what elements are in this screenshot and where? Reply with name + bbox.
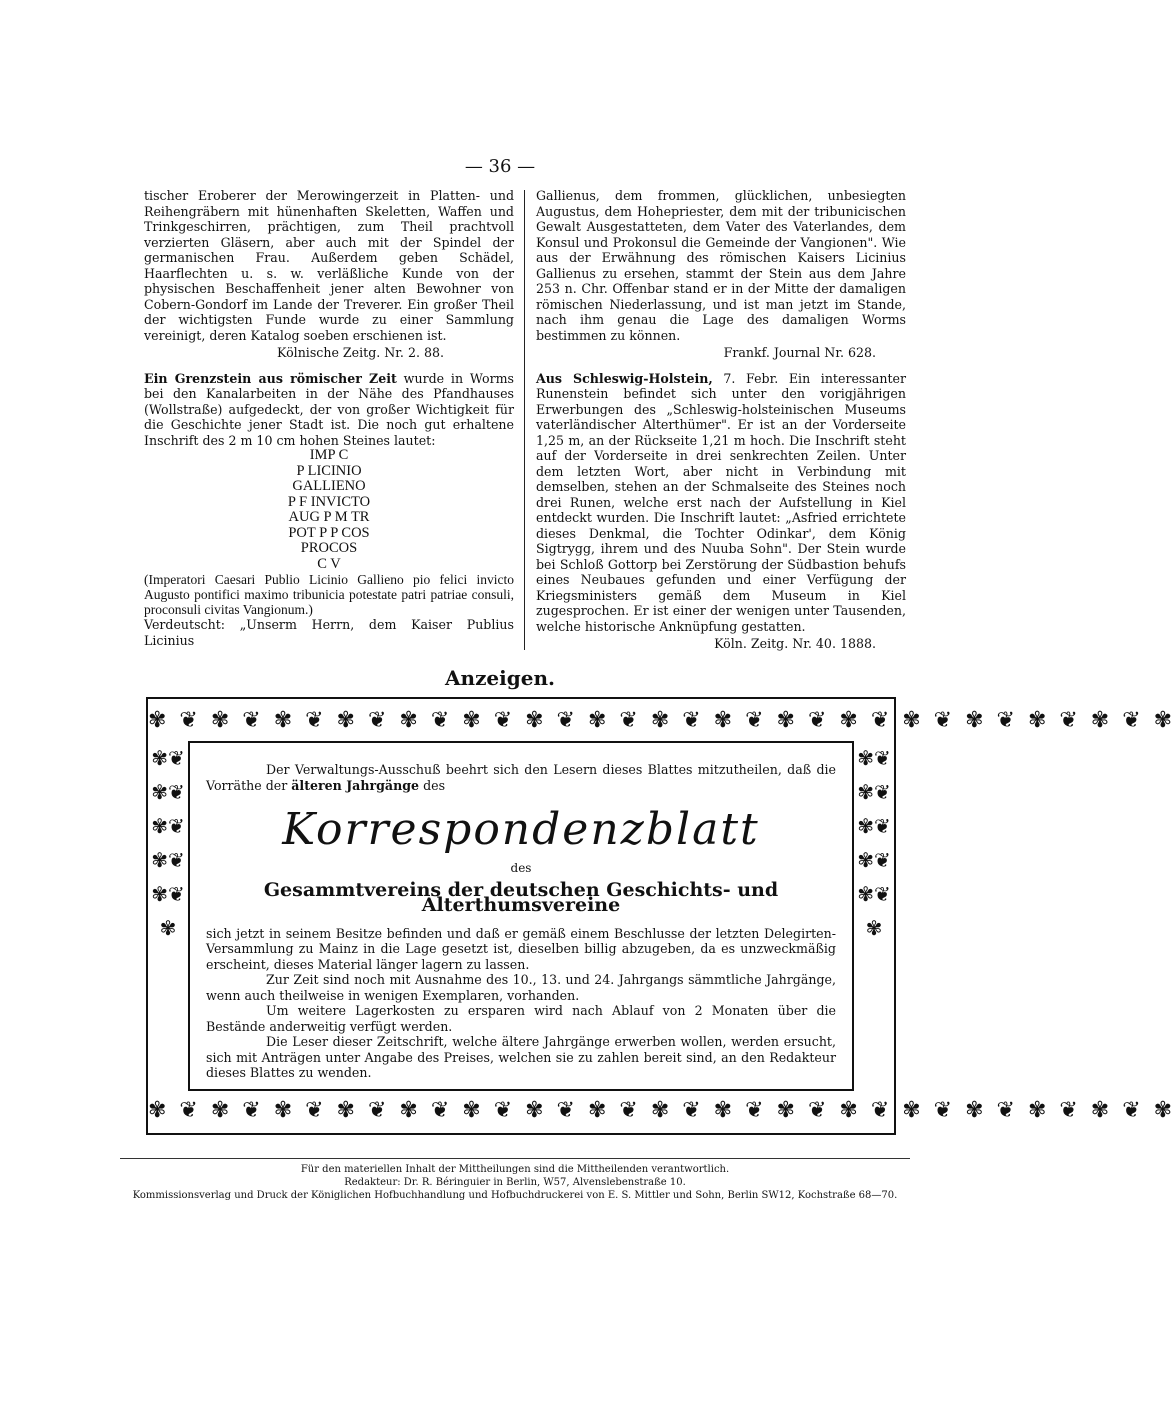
footer-line-1: Für den materiellen Inhalt der Mittheilungen sind die Mittheilenden verantwortlich. [300,1164,730,1175]
inscription-block [144,448,514,572]
inscription-line: POT P P COS [288,524,370,541]
ads-heading: Anzeigen. [445,666,555,690]
left-source-1: Kölnische Zeitg. Nr. 2. 88. [277,345,444,360]
ornament-border-right: ✾❦✾❦✾❦✾❦✾❦✾ [857,746,891,940]
page-number: — 36 — [464,156,536,177]
inscription-line: P F INVICTO [287,493,371,510]
ad-intro-end: des [423,777,446,793]
ornament-border-left: ✾❦✾❦✾❦✾❦✾❦✾ [151,746,185,940]
right-column [536,188,906,652]
right-source-1: Frankf. Journal Nr. 628. [723,345,876,360]
ad-title: Korrespondenzblatt [282,804,760,855]
latin-translation: (Imperatori Caesari Publio Licinio Gallieno pio felici invicto Augusto pontifici maximo tribunicia potestate patri patriae consuli, proconsuli civitas Vangionum.) [144,572,514,617]
ad-intro-bold: älteren Jahrgänge [291,777,420,793]
footer-line-2: Redakteur: Dr. R. Béringuier in Berlin, W57, Alvenslebenstraße 10. [344,1177,686,1188]
left-paragraph-1: tischer Eroberer der Merowingerzeit in Platten- und Reihengräbern mit hünenhaften Skeletten, Waffen und Trinkgeschirren, prächtigen, zum Theil prachtvoll verzierten Gläsern, aber auch mit der Spindel der germanischen Frau. Außerdem geben Schädel, Haarflechten u. s. w. verläßliche Kunde von der physischen Beschaffenheit jener alten Bewohner von Cobern-Gondorf im Lande der Treverer. Ein großer Theil der wichtigsten Funde wurde zu einer Sammlung vereinigt, deren Katalog soeben erschienen ist. [144,188,514,343]
inscription-line: C V [317,555,341,572]
ad-des: des [510,861,532,875]
ornament-border-top: ✾ ❦ ✾ ❦ ✾ ❦ ✾ ❦ ✾ ❦ ✾ ❦ ✾ ❦ ✾ ❦ ✾ ❦ ✾ ❦ ✾ ❦ ✾ ❦ ✾ ❦ ✾ ❦ ✾ ❦ ✾ ❦ ✾ [148,708,1175,733]
ad-intro [206,762,836,793]
ad-paragraph-1: sich jetzt in seinem Besitze befinden und daß er gemäß einem Beschlusse der letzten Delegirten-Versammlung zu Mainz in die Lage gesetzt ist, dieselben billig abzugeben, da es unzweckmäßig erscheint, dieses Material länger lagern zu lassen. [206,925,836,972]
article-heading-schleswig: Aus Schleswig-Holstein, [536,370,713,386]
right-paragraph-2 [536,371,906,635]
left-column [144,188,514,648]
ornament-border-bottom: ✾ ❦ ✾ ❦ ✾ ❦ ✾ ❦ ✾ ❦ ✾ ❦ ✾ ❦ ✾ ❦ ✾ ❦ ✾ ❦ ✾ ❦ ✾ ❦ ✾ ❦ ✾ ❦ ✾ ❦ ✾ ❦ ✾ [148,1098,1175,1123]
ad-paragraph-4: Die Leser dieser Zeitschrift, welche ältere Jahrgänge erwerben wollen, werden ersucht, sich mit Anträgen unter Angabe des Preises, welchen sie zu zahlen bereit sind, an den Redakteur dieses Blattes zu wenden. [206,1034,836,1080]
ad-paragraph-2: Zur Zeit sind noch mit Ausnahme des 10., 13. und 24. Jahrgangs sämmtliche Jahrgänge, wenn auch theilweise in wenigen Exemplaren, vorhanden. [206,972,836,1003]
article-body-schleswig: Ein interessanter Runenstein befindet sich unter den vorigjährigen Erwerbungen des „Schleswig-holsteinischen Museums vaterländischer Alterthümer". Er ist an der Vorderseite 1,25 m, an der Rückseite 1,21 m hoch. Die Inschrift steht auf der Vorderseite in drei senkrechten Zeilen. Unter dem letzten Wort, aber nicht in Verbindung mit demselben, stehen an der Schmalseite des Steines noch drei Runen, welche erst nach der Aufstellung in Kiel entdeckt wurden. Die Inschrift lautet: „Asfried errichtete dieses Denkmal, die Tochter Odinkar', dem König Sigtrygg, ihrem und des Nuuba Sohn". Der Stein wurde bei Schloß Gottorp bei Zerstörung der Südbastion behufs eines Neubaues gefunden und einer Verfügung der Kriegsministers gemäß dem Museum in Kiel zugesprochen. Er ist einer der wenigen unter Tausenden, welche historische Anknüpfung gestatten. [536,370,906,634]
article-body-grenzstein: wurde in Worms bei den Kanalarbeiten in der Nähe des Pfandhauses (Wollstraße) aufgedeckt, der von großer Wichtigkeit für die Geschichte jener Stadt ist. Die noch gut erhaltene Inschrift des 2 m 10 cm hohen Steines lautet: [144,370,514,448]
ad-organization: Gesammtvereins der deutschen Geschichts- und Alterthumsvereine [263,878,779,916]
right-source-2: Köln. Zeitg. Nr. 40. 1888. [714,636,876,651]
verdeutscht-line: Verdeutscht: „Unserm Herrn, dem Kaiser Publius Licinius [144,617,514,648]
inscription-line: P LICINIO [296,462,362,479]
ad-paragraph-3: Um weitere Lagerkosten zu ersparen wird nach Ablauf von 2 Monaten über die Bestände anderweitig verfügt werden. [206,1003,836,1034]
ad-intro-text: Der Verwaltungs-Ausschuß beehrt sich den Lesern dieses Blattes mitzutheilen, daß die Vorräthe der [206,762,836,793]
right-paragraph-1: Gallienus, dem frommen, glücklichen, unbesiegten Augustus, dem Hohepriester, dem mit der tribunicischen Gewalt Ausgestatteten, dem Vater des Vaterlandes, dem Konsul und Prokonsul die Gemeinde der Vangionen". Wie aus der Erwähnung des römischen Kaisers Licinius Gallienus zu ersehen, stammt der Stein aus dem Jahre 253 n. Chr. Offenbar stand er in der Mitte der damaligen römischen Niederlassung, und ist man jetzt im Stande, nach ihm genau die Lage des damaligen Worms bestimmen zu können. [536,188,906,343]
advertisement-text [206,762,836,1081]
article-date: 7. Febr. [712,370,779,386]
article-heading-grenzstein: Ein Grenzstein aus römischer Zeit [144,370,397,386]
inscription-line: PROCOS [300,540,358,556]
left-paragraph-2 [144,371,514,449]
page-footer [120,1158,910,1202]
inscription-line: AUG P M TR [288,509,370,525]
footer-line-3: Kommissionsverlag und Druck der Königlichen Hofbuchhandlung und Hofbuchdruckerei von E. S. Mittler und Sohn, Berlin SW12, Kochstraße 68—70. [132,1190,898,1201]
column-divider [524,190,525,650]
inscription-line: GALLIENO [292,478,366,494]
inscription-line: IMP C [309,447,349,463]
